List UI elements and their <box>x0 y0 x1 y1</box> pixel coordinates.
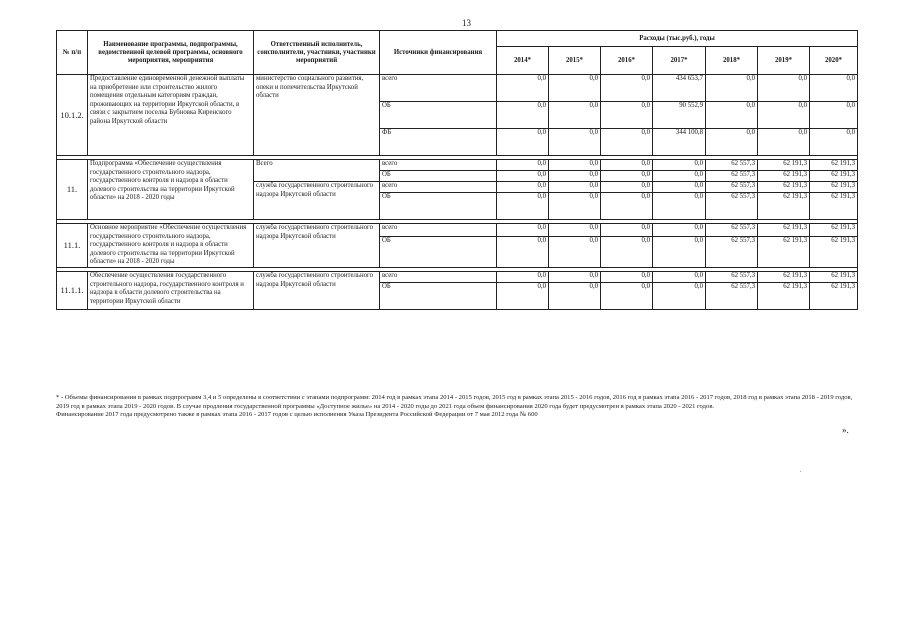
header-year: 2019* <box>758 47 810 75</box>
row-value: 434 653,7 <box>653 75 706 102</box>
row-value: 62 191,3 <box>758 182 810 193</box>
row-value: 0,0 <box>810 129 858 156</box>
row-value: 0,0 <box>706 102 758 129</box>
row-source: всего <box>380 182 497 193</box>
row-name: Основное мероприятие «Обеспечение осуществления государственного строительного надзора, государственного контроля и надзора в области долевого строительства на территории Иркутской области» на 2018 - 2020 годы <box>88 224 254 268</box>
row-source: ОБ <box>380 282 497 309</box>
row-value: 62 557,3 <box>706 282 758 309</box>
row-source: всего <box>380 160 497 171</box>
footnote-decree: Финансирование 2017 года предусмотрено также в рамках этапа 2016 - 2017 годов с целью исполнения Указа Президента Российской Федерации от 7 мая 2012 года № 600 <box>56 411 538 419</box>
row-executor: служба государственного строительного надзора Иркутской области <box>254 182 380 220</box>
row-value: 62 557,3 <box>706 160 758 171</box>
row-value: 0,0 <box>497 102 549 129</box>
row-value: 0,0 <box>653 171 706 182</box>
row-value: 0,0 <box>601 75 653 102</box>
row-value: 90 552,9 <box>653 102 706 129</box>
header-year: 2017* <box>653 47 706 75</box>
row-value: 0,0 <box>706 129 758 156</box>
row-value: 0,0 <box>497 224 549 237</box>
row-value: 0,0 <box>758 129 810 156</box>
header-executor: Ответственный исполнитель, соисполнители, участники, участники мероприятий <box>254 31 380 75</box>
header-year: 2015* <box>549 47 601 75</box>
row-value: 0,0 <box>601 236 653 267</box>
row-source: всего <box>380 271 497 282</box>
row-value: 0,0 <box>549 75 601 102</box>
table-row <box>57 160 858 171</box>
row-value: 0,0 <box>758 75 810 102</box>
row-value: 62 191,3 <box>810 224 858 237</box>
row-source: ОБ <box>380 193 497 220</box>
row-value: 0,0 <box>601 102 653 129</box>
row-value: 0,0 <box>497 282 549 309</box>
row-value: 0,0 <box>549 160 601 171</box>
row-value: 62 557,3 <box>706 224 758 237</box>
row-value: 62 557,3 <box>706 236 758 267</box>
header-num: № п/п <box>57 31 88 75</box>
table-header <box>57 31 858 75</box>
row-value: 62 557,3 <box>706 182 758 193</box>
row-value: 0,0 <box>601 160 653 171</box>
row-value: 0,0 <box>653 160 706 171</box>
row-source: ОБ <box>380 236 497 267</box>
closing-quote: ». <box>842 425 849 435</box>
stray-mark: . <box>800 468 802 474</box>
row-value: 0,0 <box>549 193 601 220</box>
header-year: 2018* <box>706 47 758 75</box>
row-value: 0,0 <box>601 193 653 220</box>
row-value: 62 557,3 <box>706 171 758 182</box>
row-value: 0,0 <box>549 236 601 267</box>
row-value: 0,0 <box>653 236 706 267</box>
row-source: ФБ <box>380 129 497 156</box>
row-code: 11. <box>57 160 88 220</box>
footnote-stages: * - Объемы финансирования в рамках подпрограмм 3,4 и 5 определены в соответствии с этапами подпрограмм: 2014 год в рамках этапа 2014 - 2015 годов, 2015 год в рамках этапа 2015 - 2016 годов, 2016 год в рамках этапа 2016 - 2017 годов, 2018 год в рамках этапа 2018 - 2019 годов, 2019 год в рамках этапа 2019 - 2020 годов. В случае продления государственной программы «Доступное жилье» на 2014 - 2020 годы до 2021 года объем финансирования 2020 года будет предусмотрен в рамках этапа 2020 - 2021 годов. <box>56 394 853 410</box>
row-value: 344 100,8 <box>653 129 706 156</box>
row-value: 0,0 <box>497 160 549 171</box>
row-code: 11.1.1. <box>57 271 88 309</box>
row-value: 0,0 <box>549 282 601 309</box>
table-row <box>57 224 858 237</box>
row-value: 0,0 <box>758 102 810 129</box>
row-value: 62 191,3 <box>810 282 858 309</box>
row-value: 0,0 <box>810 75 858 102</box>
row-value: 0,0 <box>549 182 601 193</box>
row-value: 0,0 <box>601 182 653 193</box>
row-value: 62 191,3 <box>758 236 810 267</box>
row-source: ОБ <box>380 102 497 129</box>
row-value: 62 191,3 <box>758 271 810 282</box>
row-value: 62 191,3 <box>758 193 810 220</box>
header-name: Наименование программы, подпрограммы, ведомственной целевой программы, основного мероприятия, мероприятия <box>88 31 254 75</box>
header-expenses: Расходы (тыс.руб.), годы <box>497 31 858 47</box>
row-value: 62 191,3 <box>758 224 810 237</box>
page-number: 13 <box>462 18 471 28</box>
row-source: ОБ <box>380 171 497 182</box>
row-value: 0,0 <box>497 171 549 182</box>
row-value: 62 191,3 <box>758 282 810 309</box>
row-value: 0,0 <box>601 171 653 182</box>
row-value: 0,0 <box>601 129 653 156</box>
row-value: 62 191,3 <box>810 193 858 220</box>
row-executor: служба государственного строительного надзора Иркутской области <box>254 224 380 268</box>
header-source: Источники финансирования <box>380 31 497 75</box>
table-row <box>57 271 858 282</box>
row-name: Подпрограмма «Обеспечение осуществления государственного строительного надзора, государственного контроля и надзора в области долевого строительства на территории Иркутской области» на 2018 - 2020 годы <box>88 160 254 220</box>
row-value: 0,0 <box>653 224 706 237</box>
row-value: 0,0 <box>601 271 653 282</box>
row-value: 0,0 <box>497 75 549 102</box>
row-value: 62 191,3 <box>810 271 858 282</box>
row-value: 62 557,3 <box>706 193 758 220</box>
row-value: 0,0 <box>653 182 706 193</box>
header-year: 2014* <box>497 47 549 75</box>
row-value: 62 191,3 <box>810 171 858 182</box>
row-value: 62 191,3 <box>758 160 810 171</box>
row-executor: Всего <box>254 160 380 182</box>
row-value: 62 191,3 <box>810 236 858 267</box>
row-value: 0,0 <box>601 224 653 237</box>
row-value: 0,0 <box>653 282 706 309</box>
footnotes <box>56 394 861 420</box>
row-name: Обеспечение осуществления государственного строительного надзора, государственного контроля и надзора в области долевого строительства на территории Иркутской области <box>88 271 254 309</box>
row-code: 10.1.2. <box>57 75 88 156</box>
row-value: 0,0 <box>497 193 549 220</box>
row-value: 0,0 <box>810 102 858 129</box>
row-value: 0,0 <box>601 282 653 309</box>
row-executor: министерство социального развития, опеки и попечительства Иркутской области <box>254 75 380 156</box>
row-value: 62 191,3 <box>810 160 858 171</box>
row-value: 62 191,3 <box>758 171 810 182</box>
row-value: 62 191,3 <box>810 182 858 193</box>
row-value: 0,0 <box>653 271 706 282</box>
row-value: 0,0 <box>497 129 549 156</box>
row-source: всего <box>380 75 497 102</box>
row-value: 0,0 <box>706 75 758 102</box>
row-value: 0,0 <box>549 129 601 156</box>
row-value: 62 557,3 <box>706 271 758 282</box>
row-value: 0,0 <box>497 182 549 193</box>
header-year: 2020* <box>810 47 858 75</box>
row-value: 0,0 <box>549 102 601 129</box>
row-executor: служба государственного строительного надзора Иркутской области <box>254 271 380 309</box>
row-value: 0,0 <box>497 271 549 282</box>
row-name: Предоставление единовременной денежной выплаты на приобретение или строительство жилого помещения отдельным категориям граждан, проживающих на территории Иркутской области, в связи с закрытием поселка Бубновка Киренского района Иркутской области <box>88 75 254 156</box>
table-row <box>57 75 858 102</box>
budget-table <box>56 30 858 310</box>
row-value: 0,0 <box>549 171 601 182</box>
row-value: 0,0 <box>549 224 601 237</box>
row-code: 11.1. <box>57 224 88 268</box>
row-source: всего <box>380 224 497 237</box>
row-value: 0,0 <box>549 271 601 282</box>
row-value: 0,0 <box>497 236 549 267</box>
header-year: 2016* <box>601 47 653 75</box>
table-body <box>57 75 858 310</box>
row-value: 0,0 <box>653 193 706 220</box>
